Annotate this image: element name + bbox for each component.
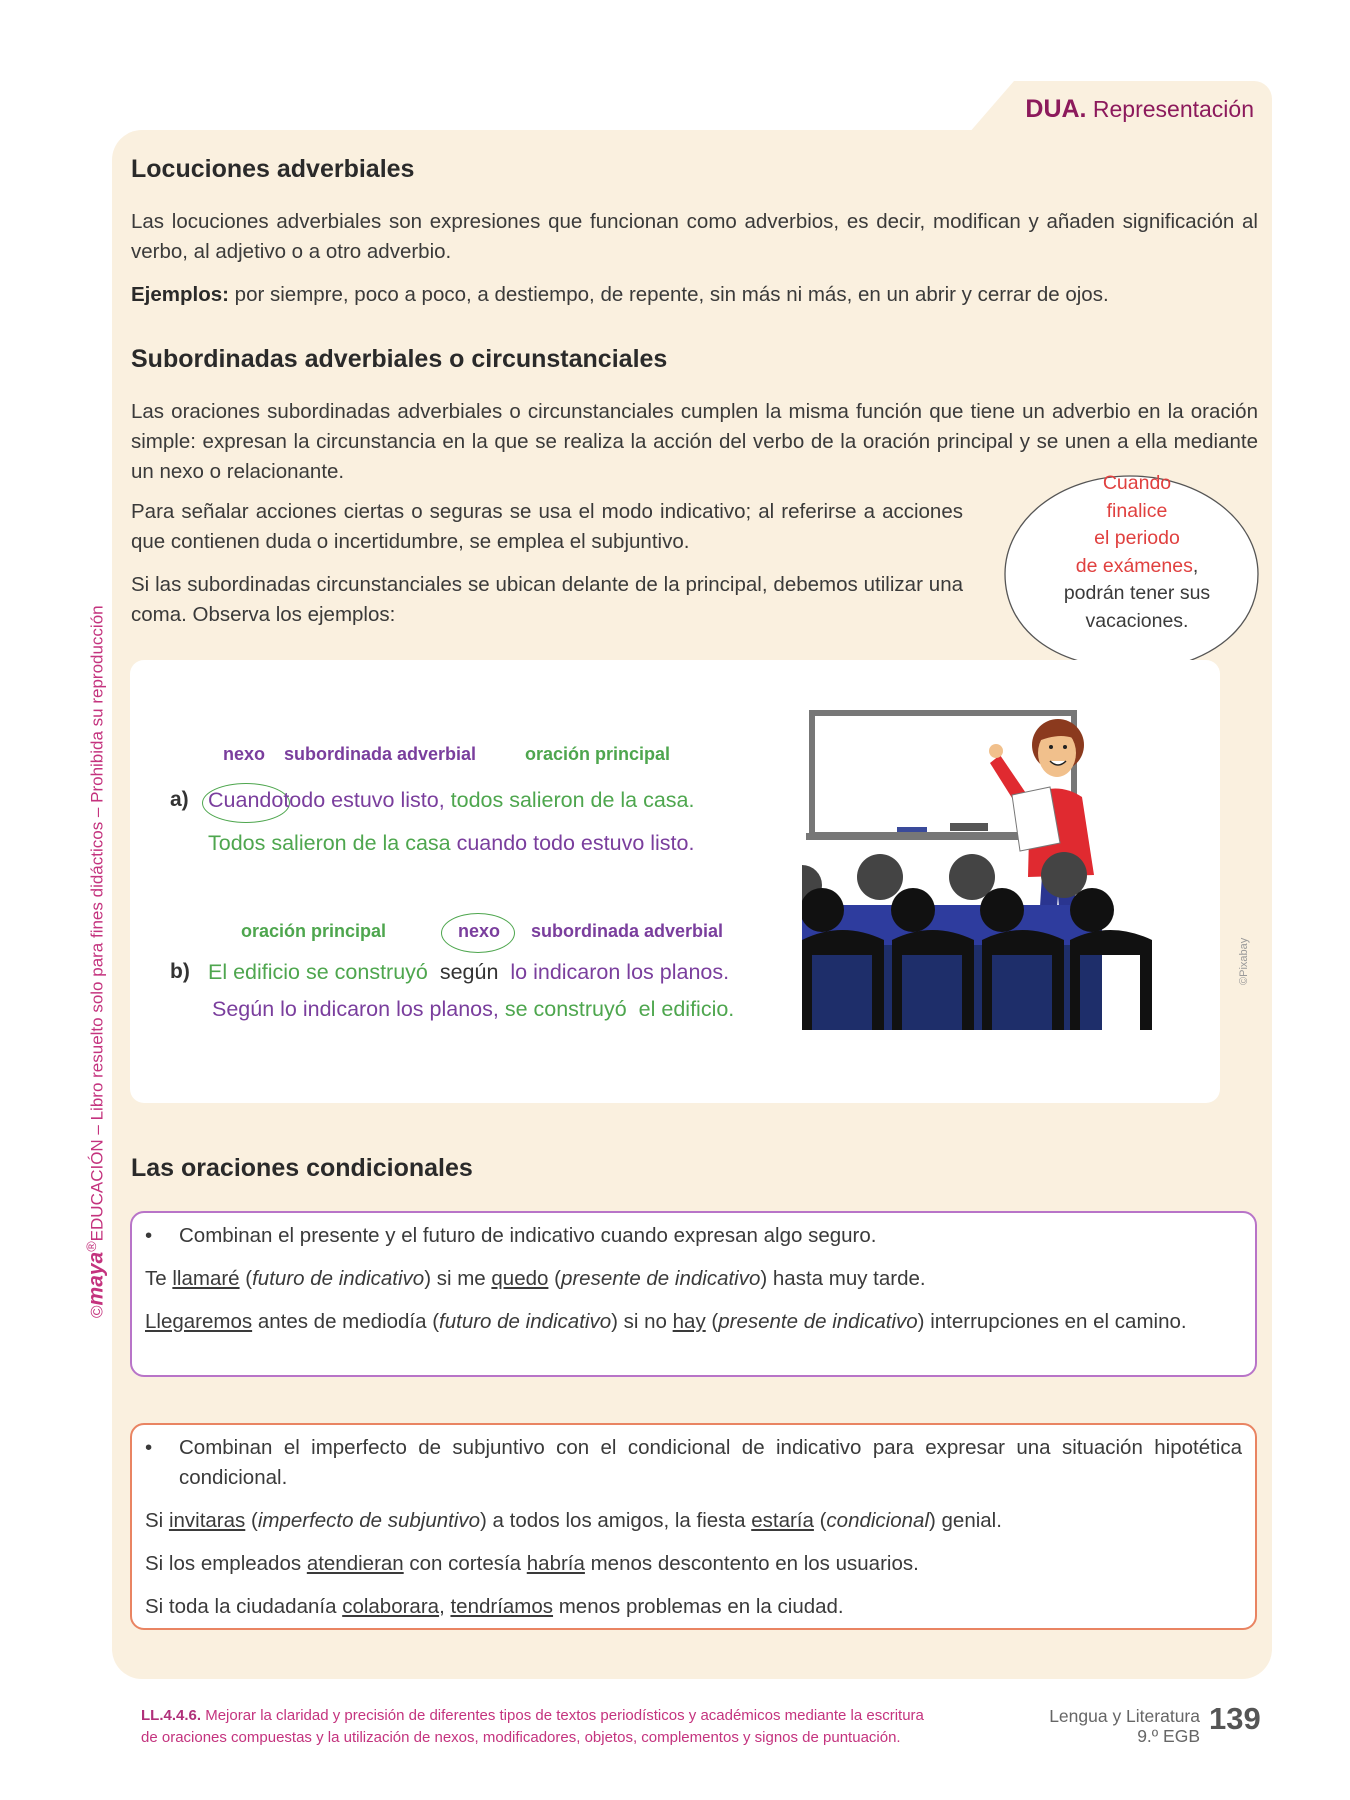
label-nexo: nexo — [458, 921, 501, 941]
bullet-icon: • — [145, 1436, 153, 1459]
section-title-subordinadas: Subordinadas adverbiales o circunstanciales — [131, 345, 668, 373]
bullet-item — [145, 1221, 1242, 1251]
dua-bold: DUA. — [1025, 95, 1087, 123]
footer-subject — [1049, 1706, 1200, 1746]
label-principal: oración principal — [241, 921, 387, 941]
conditional-box-indicative — [130, 1211, 1257, 1377]
dua-label — [1025, 95, 1254, 124]
section-title-locuciones: Locuciones adverbiales — [131, 155, 415, 183]
marker-a: a) — [170, 788, 189, 811]
nexo-word: según — [427, 960, 511, 984]
example-sentence: Si toda la ciudadanía colaborara, tendríamos menos problemas en la ciudad. — [145, 1595, 844, 1618]
subordinadas-p2: Para señalar acciones ciertas o seguras se usa el modo indicativo; al referirse a acciones que contienen duda o incertidumbre, se emplea el subjuntivo. — [131, 500, 963, 553]
nexo-word: Cuando — [208, 788, 284, 812]
example-b-line2 — [212, 997, 734, 1022]
section-title-condicionales: Las oraciones condicionales — [131, 1154, 473, 1182]
label-nexo: nexo — [223, 744, 266, 764]
examples-label: Ejemplos: — [131, 283, 229, 306]
sub-clause: cuando todo estuvo listo. — [450, 831, 695, 855]
bubble-line: podrán tener sus — [1063, 582, 1211, 604]
sub-clause: todo estuvo listo, — [283, 788, 445, 812]
label-principal: oración principal — [525, 744, 671, 764]
bubble-line: el periodo — [1094, 527, 1180, 549]
example-a-line1 — [208, 788, 694, 813]
example-sentence: Te llamaré (futuro de indicativo) si me quedo (presente de indicativo) hasta muy tarde. — [145, 1267, 926, 1290]
students — [802, 852, 1152, 1030]
bubble-comma: , — [1192, 554, 1199, 577]
classroom-illustration — [802, 705, 1152, 1030]
examples-text: por siempre, poco a poco, a destiempo, de repente, sin más ni más, en un abrir y cerrar de ojos. — [228, 283, 1109, 306]
example-b-line1 — [208, 960, 729, 985]
copyright-sidebar: ©maya®EDUCACIÓN – Libro resuelto solo para fines didácticos – Prohibida su reproducción — [84, 605, 108, 1318]
label-subordinada: subordinada adverbial — [531, 921, 724, 941]
locuciones-body: Las locuciones adverbiales son expresiones que funcionan como adverbios, es decir, modifican y añaden significación al verbo, al adjetivo o a otro adverbio. — [131, 210, 1258, 263]
bullet-text: Combinan el presente y el futuro de indicativo cuando expresan algo seguro. — [179, 1224, 877, 1247]
example-sentence: Llegaremos antes de mediodía (futuro de indicativo) si no hay (presente de indicativo) interrupciones en el camino. — [145, 1310, 1187, 1333]
maya-logo: maya — [84, 1251, 108, 1306]
dua-text: Representación — [1092, 96, 1254, 122]
subject-name: Lengua y Literatura — [1049, 1706, 1200, 1726]
marker-b: b) — [170, 960, 190, 983]
subordinadas-p3: Si las subordinadas circunstanciales se ubican delante de la principal, debemos utilizar una coma. Observa los ejemplos: — [131, 573, 963, 626]
example-sentence: Si invitaras (imperfecto de subjuntivo) a todos los amigos, la fiesta estaría (condicional) genial. — [145, 1509, 1002, 1532]
bubble-line: vacaciones. — [1085, 609, 1189, 632]
footer-objective: LL.4.4.6. Mejorar la claridad y precisión de diferentes tipos de textos periodísticos y académicos mediante la escritura de oraciones compuestas y la utilización de nexos, modificadores, objetos, complementos y signos de puntuación. — [141, 1707, 924, 1746]
conditional-box-subjunctive — [130, 1423, 1257, 1630]
main-clause: El edificio se construyó — [208, 960, 428, 984]
objective-code: LL.4.4.6. — [141, 1707, 202, 1724]
bubble-line: finalice — [1106, 499, 1168, 522]
locuciones-examples — [131, 280, 1258, 310]
label-subordinada: subordinada adverbial — [284, 744, 477, 764]
sub-clause: lo indicaron los planos. — [510, 960, 730, 984]
image-credit: ©Pixabay — [1238, 937, 1250, 985]
bullet-icon: • — [145, 1224, 153, 1247]
bullet-text: Combinan el imperfecto de subjuntivo con el condicional de indicativo para expresar una situación hipotética condicional. — [179, 1436, 1242, 1489]
sub-clause: Según lo indicaron los planos, — [212, 997, 499, 1021]
speech-bubble-text — [1032, 470, 1242, 635]
example-sentence: Si los empleados atendieran con cortesía habría menos descontento en los usuarios. — [145, 1552, 919, 1575]
bubble-line: Cuando — [1102, 472, 1172, 494]
main-clause: Todos salieron de la casa — [208, 831, 451, 855]
example-a-line2 — [208, 831, 694, 856]
main-clause: se construyó el edificio. — [498, 997, 735, 1021]
grade: 9.º EGB — [1137, 1726, 1200, 1746]
bullet-item — [145, 1433, 1242, 1493]
main-clause: todos salieron de la casa. — [444, 788, 695, 812]
page-number: 139 — [1209, 1701, 1261, 1736]
bubble-line: de exámenes — [1075, 554, 1193, 577]
subordinadas-p1: Las oraciones subordinadas adverbiales o circunstanciales cumplen la misma función que tiene un adverbio en la oración simple: expresan la circunstancia en la que se realiza la acción del verbo de la oración principal y se unen a ella mediante un nexo o relacionante. — [131, 400, 1258, 483]
